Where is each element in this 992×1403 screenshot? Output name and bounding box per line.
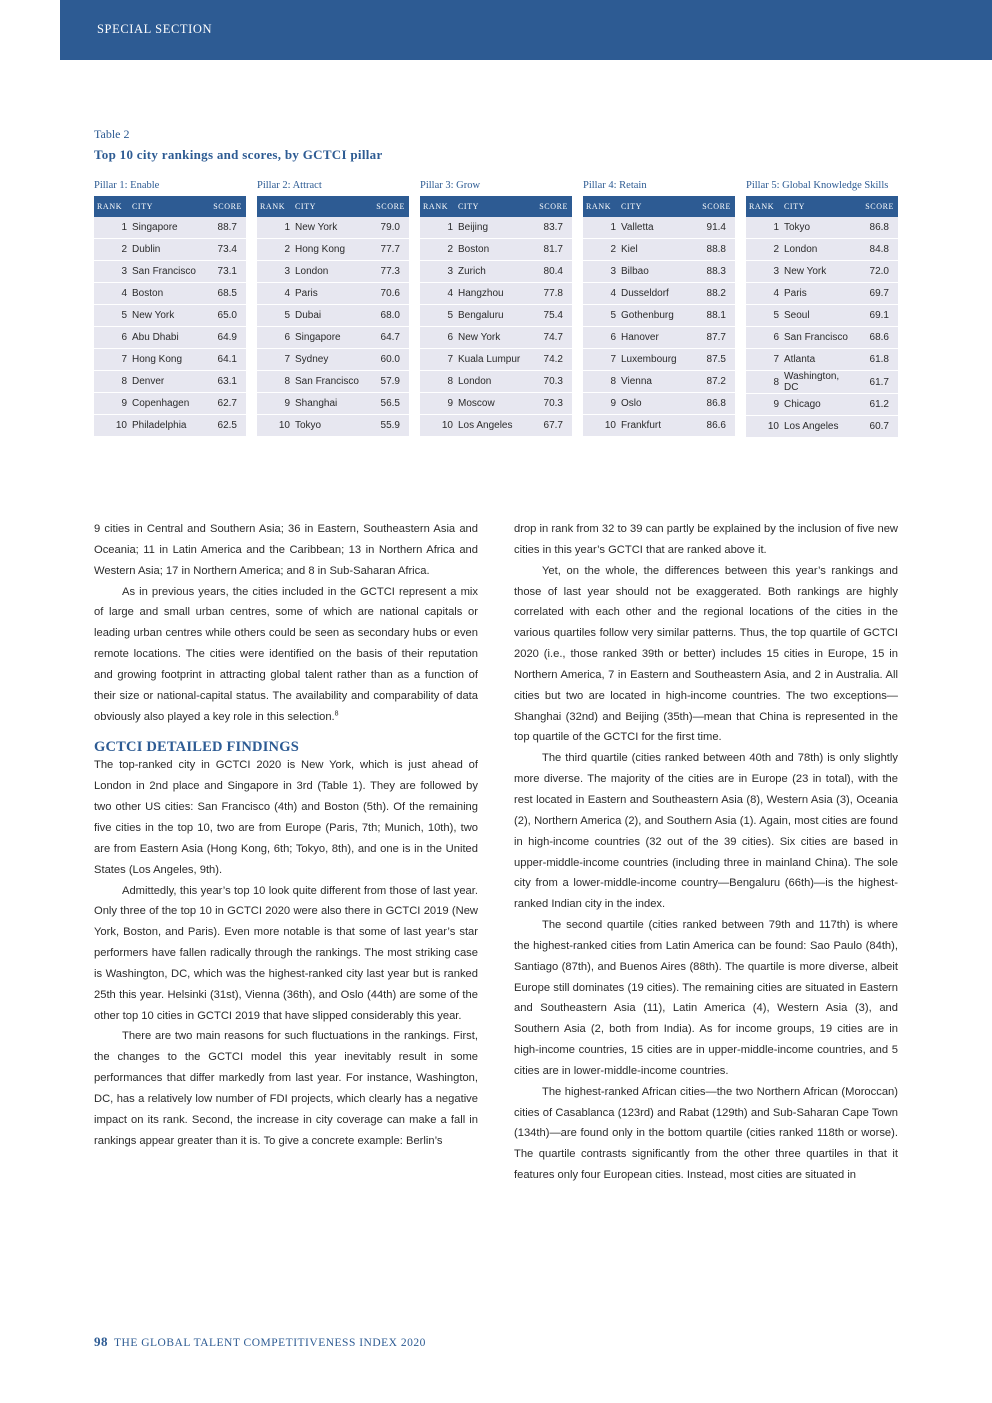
cell-rank: 9 <box>420 393 455 415</box>
cell-rank: 4 <box>746 283 781 305</box>
pillar-table-5 <box>746 180 898 438</box>
cell-city: Singapore <box>129 217 201 239</box>
cell-city: Moscow <box>455 393 527 415</box>
paragraph: 9 cities in Central and Southern Asia; 36 in Eastern, Southeastern Asia and Oceania; 11 in Latin America and the Caribbean; 13 in Northern Africa and Western Asia; 17 in Northern America; and 8 in Sub-Saharan Africa. <box>94 523 478 577</box>
cell-score: 72.0 <box>853 261 898 283</box>
cell-rank: 2 <box>583 239 618 261</box>
cell-rank: 6 <box>746 327 781 349</box>
cell-score: 68.6 <box>853 327 898 349</box>
table-header-row <box>420 196 572 217</box>
table-row <box>420 415 572 437</box>
table-row <box>94 305 246 327</box>
pillar-table-3 <box>420 180 572 437</box>
cell-rank: 10 <box>257 415 292 437</box>
table-row <box>94 415 246 437</box>
cell-city: New York <box>455 327 527 349</box>
cell-city: Hanover <box>618 327 690 349</box>
cell-city: Zurich <box>455 261 527 283</box>
cell-score: 87.2 <box>690 371 735 393</box>
table-row <box>746 327 898 349</box>
table-row <box>257 217 409 239</box>
cell-city: Hangzhou <box>455 283 527 305</box>
pillar-table-2 <box>257 180 409 437</box>
cell-score: 61.7 <box>853 371 898 394</box>
cell-score: 57.9 <box>364 371 409 393</box>
cell-city: Los Angeles <box>781 416 853 438</box>
cell-score: 74.2 <box>527 349 572 371</box>
cell-city: Luxembourg <box>618 349 690 371</box>
table-row <box>746 261 898 283</box>
column-header-city: CITY <box>292 196 364 217</box>
table-row <box>583 371 735 393</box>
column-header-city: CITY <box>781 196 853 217</box>
paragraph: Admittedly, this year’s top 10 look quite different from those of last year. Only three of the top 10 in GCTCI 2020 were also there in GCTCI 2019 (New York, Boston, and Paris). Even more notable is that some of last year’s star performers have fallen radically through the rankings. The most striking case is Washington, DC, which was the highest-ranked city last year but is ranked 25th this year. Helsinki (31st), Vienna (36th), and Oslo (44th) are some of the other top 10 cities in GCTCI 2019 that have slipped considerably this year. <box>94 884 478 1022</box>
cell-rank: 4 <box>583 283 618 305</box>
cell-city: Shanghai <box>292 393 364 415</box>
table-header-row <box>746 196 898 217</box>
table-row <box>94 239 246 261</box>
column-header-rank: RANK <box>420 196 455 217</box>
cell-score: 67.7 <box>527 415 572 437</box>
table-row <box>420 217 572 239</box>
cell-rank: 1 <box>746 217 781 239</box>
table-row <box>746 217 898 239</box>
cell-score: 81.7 <box>527 239 572 261</box>
table-row <box>420 239 572 261</box>
cell-rank: 6 <box>257 327 292 349</box>
pillar-title: Pillar 3: Grow <box>420 180 481 191</box>
cell-score: 84.8 <box>853 239 898 261</box>
cell-city: Bilbao <box>618 261 690 283</box>
column-header-score: SCORE <box>201 196 246 217</box>
table-row <box>257 239 409 261</box>
table-row <box>257 415 409 437</box>
paragraph <box>94 582 478 728</box>
cell-score: 79.0 <box>364 217 409 239</box>
cell-rank: 10 <box>583 415 618 437</box>
section-heading: GCTCI DETAILED FINDINGS <box>94 739 299 756</box>
table-title: Top 10 city rankings and scores, by GCTCI pillar <box>94 147 383 162</box>
cell-score: 87.7 <box>690 327 735 349</box>
table-row <box>746 371 898 394</box>
table-row <box>583 305 735 327</box>
cell-rank: 2 <box>746 239 781 261</box>
cell-score: 83.7 <box>527 217 572 239</box>
column-header-score: SCORE <box>690 196 735 217</box>
cell-city: San Francisco <box>781 327 853 349</box>
cell-score: 77.3 <box>364 261 409 283</box>
cell-city: Paris <box>781 283 853 305</box>
paragraph: drop in rank from 32 to 39 can partly be explained by the inclusion of five new cities in this year’s GCTCI that are ranked above it. <box>514 523 898 556</box>
rankings-table <box>420 196 572 437</box>
cell-score: 70.3 <box>527 371 572 393</box>
cell-rank: 7 <box>583 349 618 371</box>
cell-score: 73.1 <box>201 261 246 283</box>
table-row <box>94 371 246 393</box>
table-row <box>583 393 735 415</box>
cell-city: Los Angeles <box>455 415 527 437</box>
column-header-score: SCORE <box>527 196 572 217</box>
paragraph: The third quartile (cities ranked between 40th and 78th) is only slightly more diverse. The majority of the cities are in Europe (23 in total), with the rest located in Eastern and Southeastern Asia (8), Western Asia (3), Oceania (2), Northern America (2), and Southern Asia (1). Again, most cities are found in high-income countries (32 out of the 39 cities). Six cities are based in upper-middle-income countries (including three in mainland China). The sole city from a lower-middle-income country—Bengaluru (66th)—is the highest-ranked Indian city in the index. <box>514 752 898 911</box>
cell-rank: 8 <box>257 371 292 393</box>
cell-city: Boston <box>129 283 201 305</box>
table-row <box>583 283 735 305</box>
cell-score: 65.0 <box>201 305 246 327</box>
cell-city: Sydney <box>292 349 364 371</box>
cell-score: 86.6 <box>690 415 735 437</box>
rankings-table <box>94 196 246 437</box>
cell-score: 69.1 <box>853 305 898 327</box>
cell-score: 91.4 <box>690 217 735 239</box>
cell-city: Beijing <box>455 217 527 239</box>
cell-score: 70.6 <box>364 283 409 305</box>
table-row <box>94 349 246 371</box>
cell-score: 61.2 <box>853 394 898 416</box>
cell-city: Copenhagen <box>129 393 201 415</box>
table-row <box>420 349 572 371</box>
cell-city: Singapore <box>292 327 364 349</box>
cell-rank: 5 <box>94 305 129 327</box>
table-row <box>746 349 898 371</box>
table-row <box>257 261 409 283</box>
cell-score: 60.7 <box>853 416 898 438</box>
cell-city: New York <box>292 217 364 239</box>
table-row <box>420 283 572 305</box>
cell-rank: 1 <box>583 217 618 239</box>
cell-score: 75.4 <box>527 305 572 327</box>
cell-rank: 1 <box>420 217 455 239</box>
cell-rank: 5 <box>420 305 455 327</box>
cell-city: Abu Dhabi <box>129 327 201 349</box>
cell-city: Kuala Lumpur <box>455 349 527 371</box>
cell-score: 61.8 <box>853 349 898 371</box>
column-header-city: CITY <box>129 196 201 217</box>
cell-rank: 3 <box>94 261 129 283</box>
table-row <box>583 349 735 371</box>
cell-city: Tokyo <box>292 415 364 437</box>
table-row <box>94 283 246 305</box>
cell-score: 74.7 <box>527 327 572 349</box>
table-row <box>746 283 898 305</box>
cell-rank: 3 <box>257 261 292 283</box>
cell-rank: 4 <box>420 283 455 305</box>
section-header-band <box>60 0 992 60</box>
cell-city: Hong Kong <box>292 239 364 261</box>
cell-city: Paris <box>292 283 364 305</box>
table-row <box>257 393 409 415</box>
table-row <box>94 217 246 239</box>
table-row <box>257 283 409 305</box>
cell-city: Philadelphia <box>129 415 201 437</box>
cell-city: Kiel <box>618 239 690 261</box>
cell-score: 62.7 <box>201 393 246 415</box>
cell-city: Dubai <box>292 305 364 327</box>
cell-city: Vienna <box>618 371 690 393</box>
table-row <box>257 305 409 327</box>
cell-city: Dublin <box>129 239 201 261</box>
column-header-rank: RANK <box>94 196 129 217</box>
cell-city: London <box>781 239 853 261</box>
cell-city: Denver <box>129 371 201 393</box>
rankings-table <box>257 196 409 437</box>
cell-rank: 8 <box>420 371 455 393</box>
cell-city: London <box>292 261 364 283</box>
paragraph: The highest-ranked African cities—the two Northern African (Moroccan) cities of Casablanca (123rd) and Rabat (129th) and Sub-Saharan Cape Town (134th)—are found only in the bottom quartile (cities ranked 118th or worse). The quartile contrasts significantly from the other three quartiles in that it features only four European cities. Instead, most cities are situated in <box>514 1085 898 1182</box>
table-row <box>746 305 898 327</box>
cell-rank: 7 <box>746 349 781 371</box>
cell-score: 88.3 <box>690 261 735 283</box>
cell-score: 63.1 <box>201 371 246 393</box>
cell-city: Bengaluru <box>455 305 527 327</box>
publication-title: THE GLOBAL TALENT COMPETITIVENESS INDEX 2020 <box>114 1337 426 1349</box>
cell-score: 88.1 <box>690 305 735 327</box>
cell-score: 80.4 <box>527 261 572 283</box>
cell-score: 73.4 <box>201 239 246 261</box>
cell-score: 64.9 <box>201 327 246 349</box>
body-column-left <box>94 519 478 1151</box>
cell-city: New York <box>781 261 853 283</box>
pillar-title: Pillar 1: Enable <box>94 180 160 191</box>
cell-score: 64.1 <box>201 349 246 371</box>
cell-city: San Francisco <box>292 371 364 393</box>
pillar-title: Pillar 5: Global Knowledge Skills <box>746 180 889 191</box>
body-column-right <box>514 519 898 1186</box>
cell-rank: 3 <box>746 261 781 283</box>
cell-rank: 5 <box>746 305 781 327</box>
footnote-ref[interactable]: 8 <box>334 709 339 717</box>
cell-rank: 8 <box>746 371 781 394</box>
table-row <box>257 371 409 393</box>
table-row <box>94 393 246 415</box>
cell-score: 77.8 <box>527 283 572 305</box>
cell-score: 64.7 <box>364 327 409 349</box>
cell-city: New York <box>129 305 201 327</box>
table-row <box>94 261 246 283</box>
cell-rank: 1 <box>94 217 129 239</box>
table-header-row <box>94 196 246 217</box>
table-row <box>257 327 409 349</box>
table-row <box>94 327 246 349</box>
paragraph: The second quartile (cities ranked between 79th and 117th) is where the highest-ranked cities from Latin America can be found: Sao Paulo (84th), Santiago (87th), and Buenos Aires (88th). The quartile is more diverse, albeit Europe still dominates (19 cities). The remaining cities are situated in Eastern and Southeastern Asia (11), Latin America (4), Western Asia (3), and Southern Asia (2, both from India). As for income groups, 19 cities are in high-income countries, 15 cities are in upper-middle-income countries, and 5 cities are in lower-middle-income countries. <box>514 919 898 1077</box>
table-row <box>257 349 409 371</box>
cell-city: Dusseldorf <box>618 283 690 305</box>
cell-city: Seoul <box>781 305 853 327</box>
cell-rank: 4 <box>94 283 129 305</box>
cell-city: Gothenburg <box>618 305 690 327</box>
cell-score: 60.0 <box>364 349 409 371</box>
cell-rank: 10 <box>420 415 455 437</box>
cell-rank: 5 <box>257 305 292 327</box>
column-header-rank: RANK <box>746 196 781 217</box>
cell-rank: 10 <box>94 415 129 437</box>
table-header-row <box>257 196 409 217</box>
cell-rank: 10 <box>746 416 781 438</box>
cell-city: London <box>455 371 527 393</box>
cell-rank: 9 <box>583 393 618 415</box>
table-row <box>583 239 735 261</box>
cell-rank: 3 <box>583 261 618 283</box>
page-number: 98 <box>94 1334 108 1349</box>
cell-city: Atlanta <box>781 349 853 371</box>
table-row <box>420 371 572 393</box>
cell-score: 88.7 <box>201 217 246 239</box>
cell-rank: 2 <box>94 239 129 261</box>
cell-score: 86.8 <box>853 217 898 239</box>
table-row <box>583 327 735 349</box>
column-header-rank: RANK <box>257 196 292 217</box>
paragraph: The top-ranked city in GCTCI 2020 is New York, which is just ahead of London in 2nd place and Singapore in 3rd (Table 1). They are followed by two other US cities: San Francisco (4th) and Boston (5th). Of the remaining five cities in the top 10, two are from Europe (Paris, 7th; Munich, 10th), two are from Eastern Asia (Hong Kong, 6th; Tokyo, 8th), and one is in the United States (Los Angeles, 9th). <box>94 759 478 876</box>
cell-rank: 7 <box>94 349 129 371</box>
pillar-title: Pillar 2: Attract <box>257 180 322 191</box>
table-row <box>420 261 572 283</box>
pillar-table-1 <box>94 180 246 437</box>
pillar-table-4 <box>583 180 735 437</box>
cell-city: San Francisco <box>129 261 201 283</box>
cell-rank: 3 <box>420 261 455 283</box>
cell-city: Washington, DC <box>781 371 853 394</box>
cell-score: 88.2 <box>690 283 735 305</box>
cell-score: 68.5 <box>201 283 246 305</box>
cell-score: 70.3 <box>527 393 572 415</box>
cell-rank: 2 <box>420 239 455 261</box>
cell-city: Valletta <box>618 217 690 239</box>
paragraph: There are two main reasons for such fluctuations in the rankings. First, the changes to the GCTCI model this year inevitably result in some performances that differ markedly from last year. For instance, Washington, DC, has a relatively low number of FDI projects, which clearly has a negative impact on its rank. Second, the increase in city coverage can make a fall in rankings appear greater than it is. To give a concrete example: Berlin’s <box>94 1030 478 1147</box>
cell-city: Boston <box>455 239 527 261</box>
table-row <box>746 416 898 438</box>
cell-rank: 6 <box>420 327 455 349</box>
cell-score: 68.0 <box>364 305 409 327</box>
table-row <box>583 415 735 437</box>
cell-rank: 6 <box>94 327 129 349</box>
cell-score: 88.8 <box>690 239 735 261</box>
cell-rank: 2 <box>257 239 292 261</box>
cell-rank: 6 <box>583 327 618 349</box>
column-header-score: SCORE <box>364 196 409 217</box>
cell-score: 62.5 <box>201 415 246 437</box>
table-header-row <box>583 196 735 217</box>
cell-city: Hong Kong <box>129 349 201 371</box>
cell-rank: 9 <box>746 394 781 416</box>
cell-rank: 1 <box>257 217 292 239</box>
cell-rank: 9 <box>257 393 292 415</box>
column-header-city: CITY <box>455 196 527 217</box>
rankings-table <box>583 196 735 437</box>
paragraph-text: As in previous years, the cities included in the GCTCI represent a mix of large and small urban centres, some of which are national capitals or leading urban centres while others could be seen as secondary hubs or even remote locations. The cities were identified on the basis of their reputation and growing footprint in attracting global talent rather than as a function of their size or national-capital status. The availability and comparability of data obviously also played a key role in this selection. <box>94 585 478 723</box>
table-row <box>420 393 572 415</box>
table-caption: Table 2 <box>94 127 130 141</box>
table-row <box>420 305 572 327</box>
table-row <box>583 217 735 239</box>
rankings-table <box>746 196 898 438</box>
pillar-title: Pillar 4: Retain <box>583 180 647 191</box>
paragraph: Yet, on the whole, the differences between this year’s rankings and those of last year should not be exaggerated. Both rankings are highly correlated with each other and the regional locations of the cities in the various quartiles follow very similar patterns. Thus, the top quartile of GCTCI 2020 (i.e., those ranked 39th or better) includes 15 cities in Europe, 15 in Northern America, 7 in Eastern and Southeastern Asia, and 2 in Australia. All cities but two are located in high-income countries. The two exceptions—Shanghai (32nd) and Beijing (35th)—mean that China is represented in the top quartile of the GCTCI for the first time. <box>514 564 898 744</box>
table-row <box>746 394 898 416</box>
column-header-score: SCORE <box>853 196 898 217</box>
cell-city: Frankfurt <box>618 415 690 437</box>
cell-rank: 8 <box>583 371 618 393</box>
cell-score: 55.9 <box>364 415 409 437</box>
cell-city: Chicago <box>781 394 853 416</box>
cell-rank: 8 <box>94 371 129 393</box>
cell-rank: 7 <box>420 349 455 371</box>
cell-city: Tokyo <box>781 217 853 239</box>
column-header-rank: RANK <box>583 196 618 217</box>
cell-score: 87.5 <box>690 349 735 371</box>
section-label: SPECIAL SECTION <box>97 22 213 36</box>
cell-score: 56.5 <box>364 393 409 415</box>
cell-score: 69.7 <box>853 283 898 305</box>
cell-city: Oslo <box>618 393 690 415</box>
cell-rank: 9 <box>94 393 129 415</box>
table-row <box>746 239 898 261</box>
cell-score: 86.8 <box>690 393 735 415</box>
page-footer <box>94 1334 426 1350</box>
table-row <box>583 261 735 283</box>
cell-score: 77.7 <box>364 239 409 261</box>
column-header-city: CITY <box>618 196 690 217</box>
cell-rank: 7 <box>257 349 292 371</box>
table-row <box>420 327 572 349</box>
cell-rank: 5 <box>583 305 618 327</box>
cell-rank: 4 <box>257 283 292 305</box>
